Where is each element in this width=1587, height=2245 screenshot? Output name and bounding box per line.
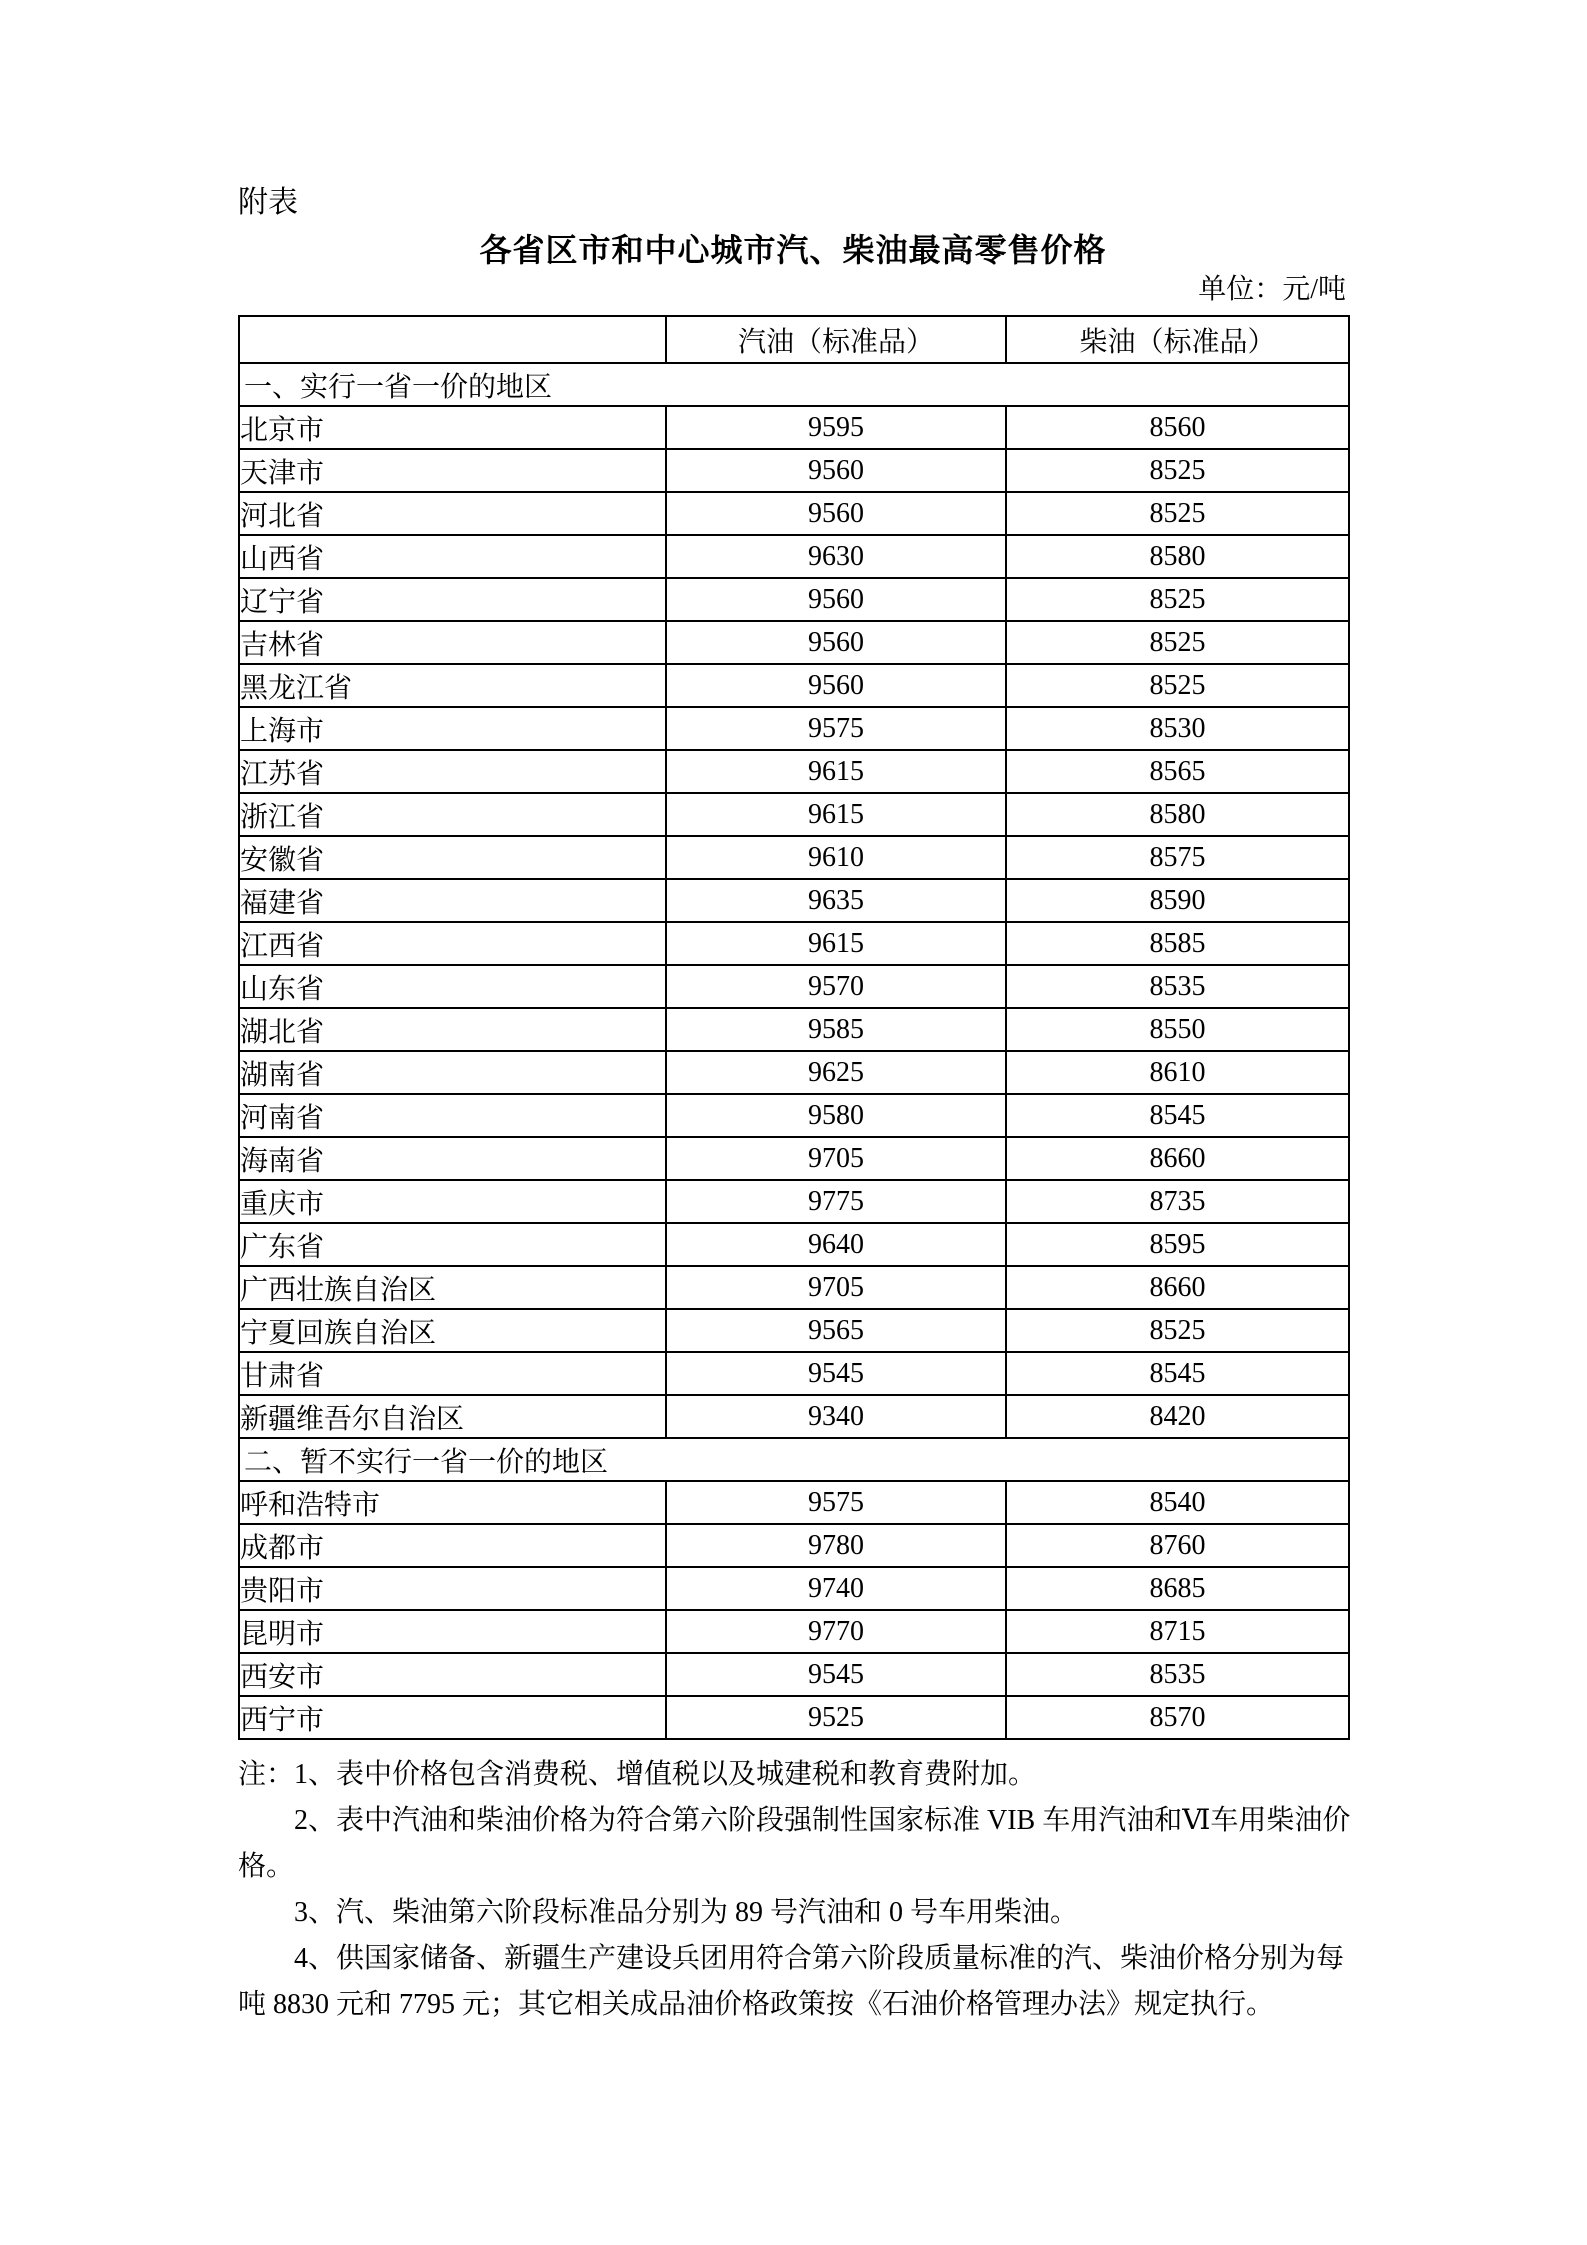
document-content [238, 0, 1351, 2028]
gasoline-price-cell: 9570 [666, 965, 1006, 1008]
region-cell: 江西省 [239, 922, 666, 965]
region-cell: 河南省 [239, 1094, 666, 1137]
note-line: 2、表中汽油和柴油价格为符合第六阶段强制性国家标准 VIB 车用汽油和Ⅵ车用柴油价 [294, 1805, 1351, 1836]
table-row [239, 449, 1349, 492]
table-row [239, 1610, 1349, 1653]
table-row [239, 1696, 1349, 1739]
diesel-price-cell: 8545 [1006, 1094, 1349, 1137]
diesel-price-cell: 8565 [1006, 750, 1349, 793]
gasoline-price-cell: 9525 [666, 1696, 1006, 1739]
diesel-price-cell: 8525 [1006, 578, 1349, 621]
section-header-cell: 一、实行一省一价的地区 [239, 363, 1349, 406]
gasoline-price-cell: 9610 [666, 836, 1006, 879]
region-cell: 福建省 [239, 879, 666, 922]
diesel-price-cell: 8760 [1006, 1524, 1349, 1567]
diesel-price-cell: 8420 [1006, 1395, 1349, 1438]
table-row [239, 1309, 1349, 1352]
diesel-price-cell: 8535 [1006, 1653, 1349, 1696]
gasoline-price-cell: 9615 [666, 750, 1006, 793]
diesel-price-cell: 8590 [1006, 879, 1349, 922]
diesel-price-cell: 8550 [1006, 1008, 1349, 1051]
gasoline-price-cell: 9575 [666, 1481, 1006, 1524]
region-cell: 北京市 [239, 406, 666, 449]
gasoline-price-cell: 9775 [666, 1180, 1006, 1223]
region-cell: 河北省 [239, 492, 666, 535]
gasoline-price-cell: 9630 [666, 535, 1006, 578]
note-line: 格。 [238, 1851, 295, 1882]
table-row [239, 1653, 1349, 1696]
gasoline-price-cell: 9615 [666, 922, 1006, 965]
gasoline-price-cell: 9615 [666, 793, 1006, 836]
diesel-price-cell: 8545 [1006, 1352, 1349, 1395]
gasoline-price-cell: 9770 [666, 1610, 1006, 1653]
table-row [239, 1395, 1349, 1438]
gasoline-price-cell: 9565 [666, 1309, 1006, 1352]
region-cell: 昆明市 [239, 1610, 666, 1653]
table-row [239, 1180, 1349, 1223]
region-cell: 天津市 [239, 449, 666, 492]
region-cell: 贵阳市 [239, 1567, 666, 1610]
region-column-header [239, 316, 666, 363]
table-row [239, 1567, 1349, 1610]
region-cell: 江苏省 [239, 750, 666, 793]
section-header-cell: 二、暂不实行一省一价的地区 [239, 1438, 1349, 1481]
region-cell: 成都市 [239, 1524, 666, 1567]
diesel-price-cell: 8660 [1006, 1266, 1349, 1309]
table-row [239, 578, 1349, 621]
gasoline-price-cell: 9560 [666, 664, 1006, 707]
table-row [239, 1137, 1349, 1180]
diesel-price-cell: 8535 [1006, 965, 1349, 1008]
diesel-price-cell: 8525 [1006, 492, 1349, 535]
region-cell: 西宁市 [239, 1696, 666, 1739]
region-cell: 广东省 [239, 1223, 666, 1266]
note-line: 4、供国家储备、新疆生产建设兵团用符合第六阶段质量标准的汽、柴油价格分别为每 [294, 1943, 1345, 1974]
table-header-row [239, 316, 1349, 363]
diesel-price-cell: 8525 [1006, 621, 1349, 664]
gasoline-price-cell: 9585 [666, 1008, 1006, 1051]
attachment-label: 附表 [238, 186, 298, 219]
notes-section [238, 1752, 1351, 2028]
table-row [239, 1524, 1349, 1567]
table-row [239, 406, 1349, 449]
table-row [239, 879, 1349, 922]
unit-label: 单位：元/吨 [1198, 274, 1346, 305]
gasoline-price-cell: 9705 [666, 1266, 1006, 1309]
gasoline-price-cell: 9625 [666, 1051, 1006, 1094]
price-table [238, 315, 1350, 1740]
diesel-price-cell: 8575 [1006, 836, 1349, 879]
gasoline-price-cell: 9740 [666, 1567, 1006, 1610]
region-cell: 上海市 [239, 707, 666, 750]
region-cell: 黑龙江省 [239, 664, 666, 707]
gasoline-price-cell: 9560 [666, 449, 1006, 492]
gasoline-price-cell: 9575 [666, 707, 1006, 750]
diesel-price-cell: 8580 [1006, 535, 1349, 578]
region-cell: 新疆维吾尔自治区 [239, 1395, 666, 1438]
table-row [239, 707, 1349, 750]
region-cell: 湖北省 [239, 1008, 666, 1051]
diesel-price-cell: 8570 [1006, 1696, 1349, 1739]
table-row [239, 793, 1349, 836]
region-cell: 宁夏回族自治区 [239, 1309, 666, 1352]
note-line: 注：1、表中价格包含消费税、增值税以及城建税和教育费附加。 [238, 1759, 1037, 1790]
section-header-row [239, 1438, 1349, 1481]
region-cell: 呼和浩特市 [239, 1481, 666, 1524]
diesel-price-cell: 8560 [1006, 406, 1349, 449]
gasoline-price-cell: 9560 [666, 578, 1006, 621]
diesel-price-cell: 8610 [1006, 1051, 1349, 1094]
region-cell: 吉林省 [239, 621, 666, 664]
gasoline-column-header: 汽油（标准品） [666, 316, 1006, 363]
region-cell: 西安市 [239, 1653, 666, 1696]
gasoline-price-cell: 9560 [666, 492, 1006, 535]
gasoline-price-cell: 9780 [666, 1524, 1006, 1567]
diesel-price-cell: 8685 [1006, 1567, 1349, 1610]
table-row [239, 1008, 1349, 1051]
table-row [239, 535, 1349, 578]
diesel-price-cell: 8540 [1006, 1481, 1349, 1524]
region-cell: 广西壮族自治区 [239, 1266, 666, 1309]
gasoline-price-cell: 9705 [666, 1137, 1006, 1180]
note-line: 3、汽、柴油第六阶段标准品分别为 89 号汽油和 0 号车用柴油。 [294, 1897, 1079, 1928]
gasoline-price-cell: 9595 [666, 406, 1006, 449]
region-cell: 山东省 [239, 965, 666, 1008]
region-cell: 湖南省 [239, 1051, 666, 1094]
table-row [239, 492, 1349, 535]
gasoline-price-cell: 9545 [666, 1352, 1006, 1395]
diesel-price-cell: 8595 [1006, 1223, 1349, 1266]
diesel-price-cell: 8660 [1006, 1137, 1349, 1180]
diesel-price-cell: 8585 [1006, 922, 1349, 965]
diesel-column-header: 柴油（标准品） [1006, 316, 1349, 363]
region-cell: 安徽省 [239, 836, 666, 879]
table-row [239, 922, 1349, 965]
table-row [239, 750, 1349, 793]
table-row [239, 1223, 1349, 1266]
gasoline-price-cell: 9580 [666, 1094, 1006, 1137]
gasoline-price-cell: 9635 [666, 879, 1006, 922]
diesel-price-cell: 8580 [1006, 793, 1349, 836]
diesel-price-cell: 8525 [1006, 664, 1349, 707]
table-row [239, 1481, 1349, 1524]
gasoline-price-cell: 9560 [666, 621, 1006, 664]
table-row [239, 1051, 1349, 1094]
region-cell: 辽宁省 [239, 578, 666, 621]
gasoline-price-cell: 9545 [666, 1653, 1006, 1696]
table-row [239, 836, 1349, 879]
diesel-price-cell: 8525 [1006, 449, 1349, 492]
diesel-price-cell: 8735 [1006, 1180, 1349, 1223]
diesel-price-cell: 8715 [1006, 1610, 1349, 1653]
table-row [239, 1352, 1349, 1395]
region-cell: 重庆市 [239, 1180, 666, 1223]
table-row [239, 965, 1349, 1008]
region-cell: 山西省 [239, 535, 666, 578]
table-row [239, 1266, 1349, 1309]
region-cell: 甘肃省 [239, 1352, 666, 1395]
note-line: 吨 8830 元和 7795 元；其它相关成品油价格政策按《石油价格管理办法》规定执行。 [238, 1989, 1275, 2020]
section-header-row [239, 363, 1349, 406]
table-row [239, 1094, 1349, 1137]
diesel-price-cell: 8530 [1006, 707, 1349, 750]
region-cell: 浙江省 [239, 793, 666, 836]
table-row [239, 621, 1349, 664]
region-cell: 海南省 [239, 1137, 666, 1180]
gasoline-price-cell: 9340 [666, 1395, 1006, 1438]
table-row [239, 664, 1349, 707]
page-title: 各省区市和中心城市汽、柴油最高零售价格 [479, 232, 1107, 268]
gasoline-price-cell: 9640 [666, 1223, 1006, 1266]
diesel-price-cell: 8525 [1006, 1309, 1349, 1352]
